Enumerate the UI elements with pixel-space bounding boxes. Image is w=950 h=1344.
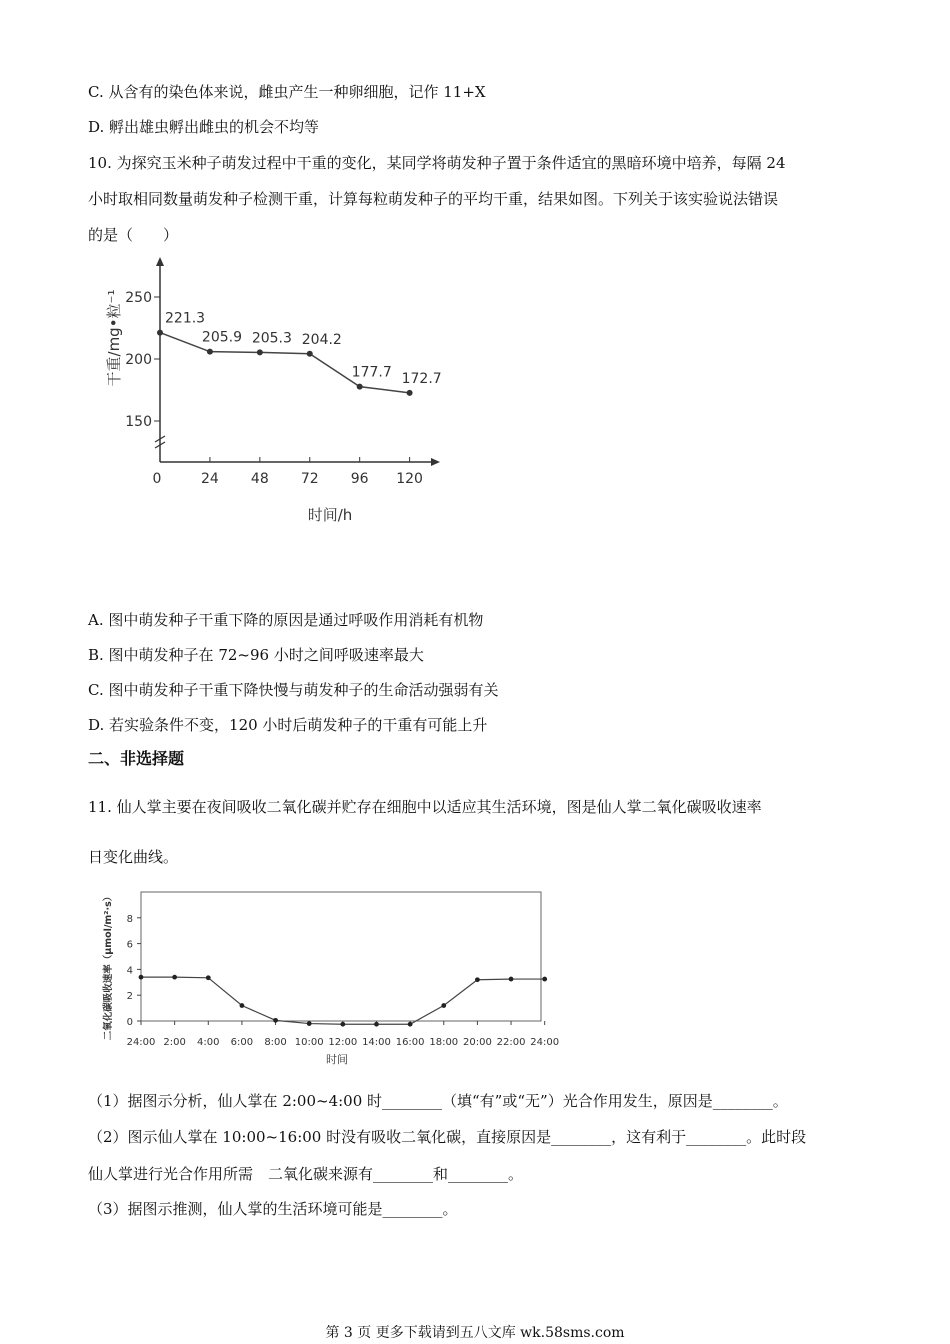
chart1-x-axis-title: 时间/h	[307, 506, 353, 524]
chart2-data-point	[441, 1003, 446, 1008]
chart2-x-tick-label: 12:00	[328, 1037, 358, 1048]
chart2-data-point	[206, 975, 211, 980]
chart2-data-point	[542, 977, 547, 982]
chart2-x-tick-label: 2:00	[163, 1037, 186, 1048]
q10-stem-line2: 小时取相同数量萌发种子检测干重，计算每粒萌发种子的平均干重，结果如图。下列关于该实验说法错误	[88, 190, 779, 208]
chart1-y-axis-title: 干重/mg•粒⁻¹	[105, 289, 123, 387]
q11-subquestion-2-line2: 仙人掌进行光合作用所需 二氧化碳来源有________和________。	[88, 1165, 524, 1183]
chart1-data-label: 205.3	[251, 330, 292, 347]
chart1-y-arrow	[156, 257, 164, 266]
chart2-x-tick-label: 24:00	[530, 1037, 560, 1048]
chart1-x-tick-label: 0	[152, 471, 162, 487]
chart1-data-point	[207, 349, 213, 355]
chart1-data-label: 221.3	[165, 310, 206, 327]
chart2-x-tick-label: 18:00	[429, 1037, 459, 1048]
q10-option-b: B. 图中萌发种子在 72~96 小时之间呼吸速率最大	[88, 646, 424, 664]
chart1-y-tick-label: 150	[125, 414, 152, 430]
q9-option-c: C. 从含有的染色体来说，雌虫产生一种卵细胞，记作 11+X	[88, 83, 486, 101]
page-footer: 第 3 页 更多下载请到五八文库 wk.58sms.com	[325, 1325, 625, 1341]
chart1-data-point	[357, 384, 363, 390]
chart2-y-tick-label: 4	[126, 965, 133, 977]
chart2-marks	[139, 975, 547, 1027]
chart2-data-point	[509, 977, 514, 982]
chart1-x-tick-label: 72	[300, 471, 319, 487]
chart1-data-label: 205.9	[201, 329, 243, 346]
chart2-data-point	[172, 975, 177, 980]
chart1-data-point	[257, 349, 263, 355]
chart2-y-tick-label: 8	[126, 913, 133, 925]
section2-title: 二、非选择题	[88, 749, 185, 768]
q9-option-d: D. 孵出雄虫孵出雌虫的机会不均等	[88, 118, 320, 136]
chart1-y-tick-label: 250	[125, 290, 152, 306]
dry-weight-chart	[95, 252, 455, 532]
chart2-data-point	[475, 977, 480, 982]
chart2-x-axis-title: 时间	[326, 1053, 348, 1066]
chart2-x-tick-label: 20:00	[462, 1037, 492, 1048]
chart2-data-point	[340, 1022, 345, 1027]
q11-subquestion-2-line1: （2）图示仙人掌在 10:00~16:00 时没有吸收二氧化碳，直接原因是________，这有利于________。此时段	[88, 1128, 807, 1146]
chart1-y-tick-label: 200	[125, 352, 152, 368]
co2-absorption-chart	[95, 880, 565, 1070]
chart2-y-tick-label: 0	[126, 1017, 133, 1028]
chart2-data-point	[374, 1022, 379, 1027]
chart2-data-point	[307, 1021, 312, 1026]
chart2-x-tick-label: 10:00	[294, 1037, 324, 1048]
chart1-data-point	[307, 351, 313, 357]
chart1-data-label: 177.7	[351, 364, 392, 381]
chart2-x-tick-label: 24:00	[126, 1037, 156, 1048]
chart2-y-axis-title: 二氧化碳吸收速率（μmol/m²·s）	[103, 891, 114, 1041]
chart1-x-tick-label: 24	[201, 471, 219, 487]
q10-stem-line1: 10. 为探究玉米种子萌发过程中干重的变化，某同学将萌发种子置于条件适宜的黑暗环境中培养，每隔 24	[88, 154, 786, 172]
chart1-data-label: 172.7	[401, 370, 442, 387]
q11-subquestion-1: （1）据图示分析，仙人掌在 2:00~4:00 时________（填“有”或“无”）光合作用发生，原因是________。	[88, 1092, 788, 1110]
chart1-x-arrow	[431, 458, 440, 466]
chart2-x-tick-label: 22:00	[496, 1037, 526, 1048]
chart2-x-tick-label: 8:00	[264, 1037, 287, 1048]
chart2-y-tick-label: 6	[126, 939, 133, 951]
chart2-series-line	[141, 977, 545, 1024]
chart1-x-tick-label: 120	[396, 471, 423, 487]
q10-stem-line3: 的是（ ）	[88, 226, 179, 244]
chart2-x-tick-label: 6:00	[230, 1037, 254, 1048]
chart2-x-tick-label: 4:00	[197, 1037, 220, 1048]
chart2-data-point	[240, 1003, 245, 1008]
chart2-data-point	[408, 1022, 413, 1027]
q11-stem-line1: 11. 仙人掌主要在夜间吸收二氧化碳并贮存在细胞中以适应其生活环境，图是仙人掌二氧化碳吸收速率	[88, 798, 762, 816]
q10-option-a: A. 图中萌发种子干重下降的原因是通过呼吸作用消耗有机物	[88, 611, 484, 629]
chart2-x-tick-label: 16:00	[395, 1037, 425, 1048]
chart2-data-point	[273, 1018, 278, 1023]
q10-option-c: C. 图中萌发种子干重下降快慢与萌发种子的生命活动强弱有关	[88, 681, 499, 699]
q11-stem-line2: 日变化曲线。	[88, 848, 179, 866]
q11-subquestion-3: （3）据图示推测，仙人掌的生活环境可能是________。	[88, 1200, 458, 1218]
q10-option-d: D. 若实验条件不变，120 小时后萌发种子的干重有可能上升	[88, 716, 488, 734]
chart2-x-tick-label: 14:00	[362, 1037, 391, 1048]
chart1-marks	[157, 311, 442, 396]
chart1-data-label: 204.2	[301, 331, 342, 348]
chart2-frame	[141, 892, 541, 1021]
chart1-data-point	[407, 390, 413, 396]
chart2-data-point	[139, 975, 144, 980]
chart1-x-tick-label: 48	[250, 471, 269, 487]
chart2-y-tick-label: 2	[126, 991, 133, 1003]
chart1-x-tick-label: 96	[350, 471, 369, 487]
chart1-data-point	[157, 330, 163, 336]
